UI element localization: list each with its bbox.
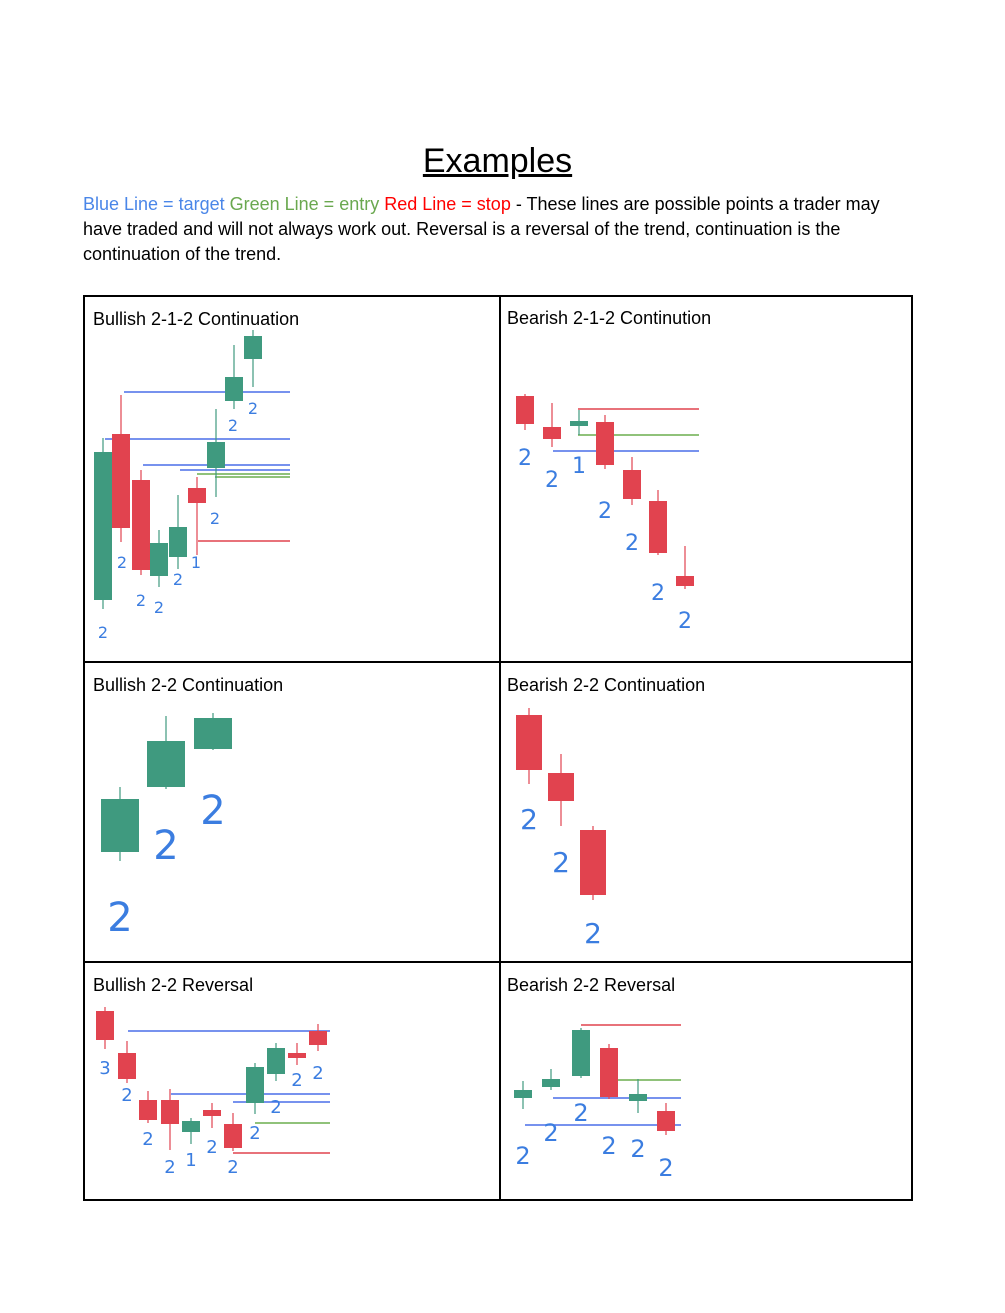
candle-label-0: 3 [99, 1058, 111, 1079]
candle-1 [543, 403, 561, 447]
legend-stop: Red Line = stop [384, 194, 511, 214]
candle-1 [118, 1041, 136, 1083]
candle-label-3: 2 [153, 598, 165, 617]
candle-body [676, 576, 694, 586]
candle-body [542, 1079, 560, 1087]
candle-label-0: 2 [97, 623, 109, 642]
candle-body [657, 1111, 675, 1131]
candle-4 [182, 1118, 200, 1144]
candle-5 [203, 1103, 221, 1128]
candle-label-0: 2 [518, 446, 532, 471]
candle-body [96, 1011, 114, 1040]
candle-body [225, 377, 243, 401]
legend-description: - These lines are possible points a trader may have traded and will not always work out. Reversal is a reversal of the trend, continuation is the continuation of the trend. [83, 194, 880, 264]
legend-entry: Green Line = entry [229, 194, 380, 214]
chart-bearish-22-reversal [501, 963, 911, 1199]
candle-body [101, 799, 139, 852]
candle-3 [596, 415, 614, 469]
candle-body [147, 741, 185, 787]
cell-title-bearish-212: Bearish 2-1-2 Continution [507, 308, 712, 328]
candle-label-0: 2 [107, 895, 133, 941]
candle-body [543, 427, 561, 439]
cell-title-bullish-212: Bullish 2-1-2 Continuation [93, 309, 300, 329]
candle-body [244, 336, 262, 359]
candle-label-5: 2 [658, 1154, 674, 1182]
candle-4 [169, 495, 187, 569]
candle-label-4: 2 [625, 531, 639, 556]
chart-bearish-212-continuation [501, 297, 911, 659]
candle-body [194, 718, 232, 749]
candle-0 [101, 787, 139, 861]
candle-label-6: 2 [227, 1157, 239, 1178]
page-title: Examples [422, 142, 573, 180]
candle-1 [147, 716, 185, 789]
candle-label-1: 2 [121, 1085, 133, 1106]
candle-4 [629, 1079, 647, 1113]
candle-4 [623, 457, 641, 505]
cell-title-bullish-22-continuation: Bullish 2-2 Continuation [93, 675, 284, 695]
candle-0 [516, 394, 534, 430]
candle-1 [112, 395, 130, 542]
candle-label-2: 2 [200, 788, 226, 834]
candle-body [139, 1100, 157, 1120]
candle-5 [657, 1103, 675, 1135]
candle-label-3: 2 [598, 499, 612, 524]
candle-body [570, 421, 588, 426]
candle-3 [600, 1044, 618, 1099]
candle-0 [514, 1081, 532, 1109]
legend-paragraph [83, 192, 913, 267]
candle-2 [132, 470, 150, 575]
candle-label-7: 2 [249, 1123, 261, 1144]
candle-1 [542, 1069, 560, 1090]
candle-body [623, 470, 641, 499]
candle-6 [224, 1113, 242, 1151]
candle-6 [207, 409, 225, 497]
chart-bearish-22-continuation [501, 663, 911, 959]
candle-3 [161, 1089, 179, 1150]
candle-6 [676, 546, 694, 589]
candle-label-7: 2 [227, 416, 239, 435]
candle-body [309, 1031, 327, 1045]
candle-label-4: 2 [630, 1135, 646, 1163]
candle-body [161, 1100, 179, 1124]
candle-body [288, 1053, 306, 1058]
candle-body [514, 1090, 532, 1098]
candle-0 [96, 1007, 114, 1049]
candle-2 [570, 410, 588, 435]
candle-body [596, 422, 614, 465]
candle-label-2: 2 [135, 591, 147, 610]
candle-9 [288, 1043, 306, 1065]
candle-label-3: 2 [164, 1157, 176, 1178]
candle-7 [246, 1063, 264, 1114]
candle-body [516, 715, 542, 770]
candle-body [267, 1048, 285, 1074]
candle-7 [225, 345, 243, 409]
candle-label-3: 2 [601, 1132, 617, 1160]
candle-10 [309, 1024, 327, 1051]
candle-label-1: 2 [116, 553, 128, 572]
cell-title-bullish-22-reversal: Bullish 2-2 Reversal [93, 975, 254, 995]
candle-5 [649, 490, 667, 555]
candle-body [629, 1094, 647, 1101]
candle-body [548, 773, 574, 801]
candle-label-5: 2 [651, 581, 665, 606]
candle-2 [194, 713, 232, 750]
candle-body [246, 1067, 264, 1103]
candle-label-4: 2 [172, 570, 184, 589]
candle-label-8: 2 [247, 399, 259, 418]
candle-label-2: 2 [573, 1099, 589, 1127]
candle-1 [548, 754, 574, 826]
legend-target: Blue Line = target [83, 194, 225, 214]
candle-2 [139, 1091, 157, 1123]
candle-8 [267, 1043, 285, 1081]
candle-label-0: 2 [520, 803, 538, 836]
candle-3 [150, 530, 168, 587]
cell-title-bearish-22-continuation: Bearish 2-2 Continuation [507, 675, 706, 695]
candle-2 [580, 826, 606, 900]
chart-bullish-212-continuation [85, 297, 498, 659]
candle-label-2: 2 [584, 917, 602, 950]
candle-body [112, 434, 130, 528]
cell-title-bearish-22-reversal: Bearish 2-2 Reversal [507, 975, 676, 995]
candle-body [150, 543, 168, 576]
chart-bullish-22-continuation [85, 663, 498, 959]
candle-body [182, 1121, 200, 1132]
candle-body [94, 452, 112, 600]
candle-label-0: 2 [515, 1142, 531, 1170]
candle-5 [188, 477, 206, 555]
candle-8 [244, 330, 262, 387]
candle-body [132, 480, 150, 570]
candle-label-6: 2 [209, 509, 221, 528]
candle-label-2: 2 [142, 1129, 154, 1150]
candle-body [207, 442, 225, 468]
candle-body [600, 1048, 618, 1097]
candle-body [580, 830, 606, 895]
candle-label-8: 2 [270, 1097, 282, 1118]
candle-body [203, 1110, 221, 1116]
candle-label-1: 2 [153, 823, 179, 869]
candle-label-1: 2 [543, 1119, 559, 1147]
candle-label-4: 1 [185, 1150, 197, 1171]
candle-body [169, 527, 187, 557]
candle-body [649, 501, 667, 553]
candle-2 [572, 1028, 590, 1078]
candle-body [224, 1124, 242, 1148]
candle-label-2: 1 [572, 454, 586, 479]
candle-body [118, 1053, 136, 1079]
candle-0 [94, 438, 112, 609]
candle-label-6: 2 [678, 609, 692, 634]
candle-label-9: 2 [291, 1070, 303, 1091]
chart-bullish-22-reversal [85, 963, 498, 1199]
candle-label-1: 2 [552, 846, 570, 879]
candle-label-5: 2 [206, 1137, 218, 1158]
candle-label-10: 2 [312, 1063, 324, 1084]
examples-table [83, 295, 913, 1201]
candle-label-5: 1 [190, 553, 202, 572]
candle-body [572, 1030, 590, 1076]
candle-body [516, 396, 534, 424]
candle-label-1: 2 [545, 468, 559, 493]
candle-body [188, 488, 206, 503]
candle-0 [516, 708, 542, 784]
